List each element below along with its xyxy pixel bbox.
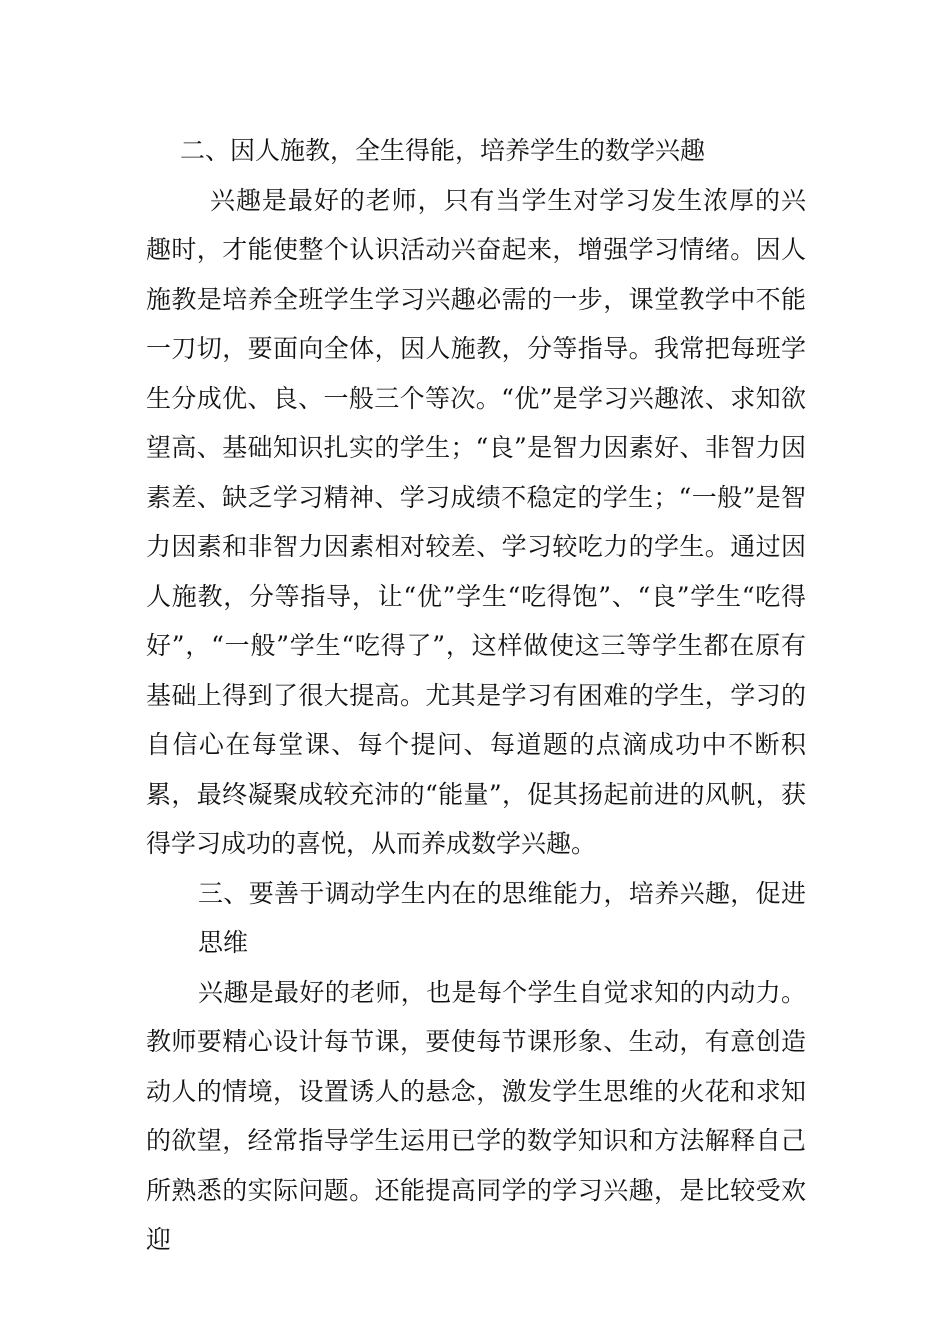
section-heading-2: 二、因人施教，全生得能，培养学生的数学兴趣 bbox=[180, 136, 706, 165]
section-heading-3: 三、要善于调动学生内在的思维能力，培养兴趣，促进思维 bbox=[198, 878, 806, 957]
section-paragraph-2: 兴趣是最好的老师，只有当学生对学习发生浓厚的兴趣时，才能使整个认识活动兴奋起来，增强学习情绪。因人施教是培养全班学生学习兴趣必需的一步，课堂教学中不能一刀切，要面向全体，因人施教，分等指导。我常把每班学生分成优、良、一般三个等次。“优”是学习兴趣浓、求知欲望高、基础知识扎实的学生；“良”是智力因素好、非智力因素差、缺乏学习精神、学习成绩不稳定的学生；“一般”是智力因素和非智力因素相对较差、学习较吃力的学生。通过因人施教，分等指导，让“优”学生“吃得饱”、“良”学生“吃得好”，“一般”学生“吃得了”，这样做使这三等学生都在原有基础上得到了很大提高。尤其是学习有困难的学生，学习的自信心在每堂课、每个提问、每道题的点滴成功中不断积累，最终凝聚成较充沛的“能量”，促其扬起前进的风帆，获得学习成功的喜悦，从而养成数学兴趣。 bbox=[146, 185, 806, 858]
section-paragraph-3: 兴趣是最好的老师，也是每个学生自觉求知的内动力。教师要精心设计每节课，要使每节课形象、生动，有意创造动人的情境，设置诱人的悬念，激发学生思维的火花和求知的欲望，经常指导学生运用已学的数学知识和方法解释自己所熟悉的实际问题。还能提高同学的学习兴趣，是比较受欢迎 bbox=[146, 977, 806, 1254]
document-body bbox=[146, 126, 806, 1265]
